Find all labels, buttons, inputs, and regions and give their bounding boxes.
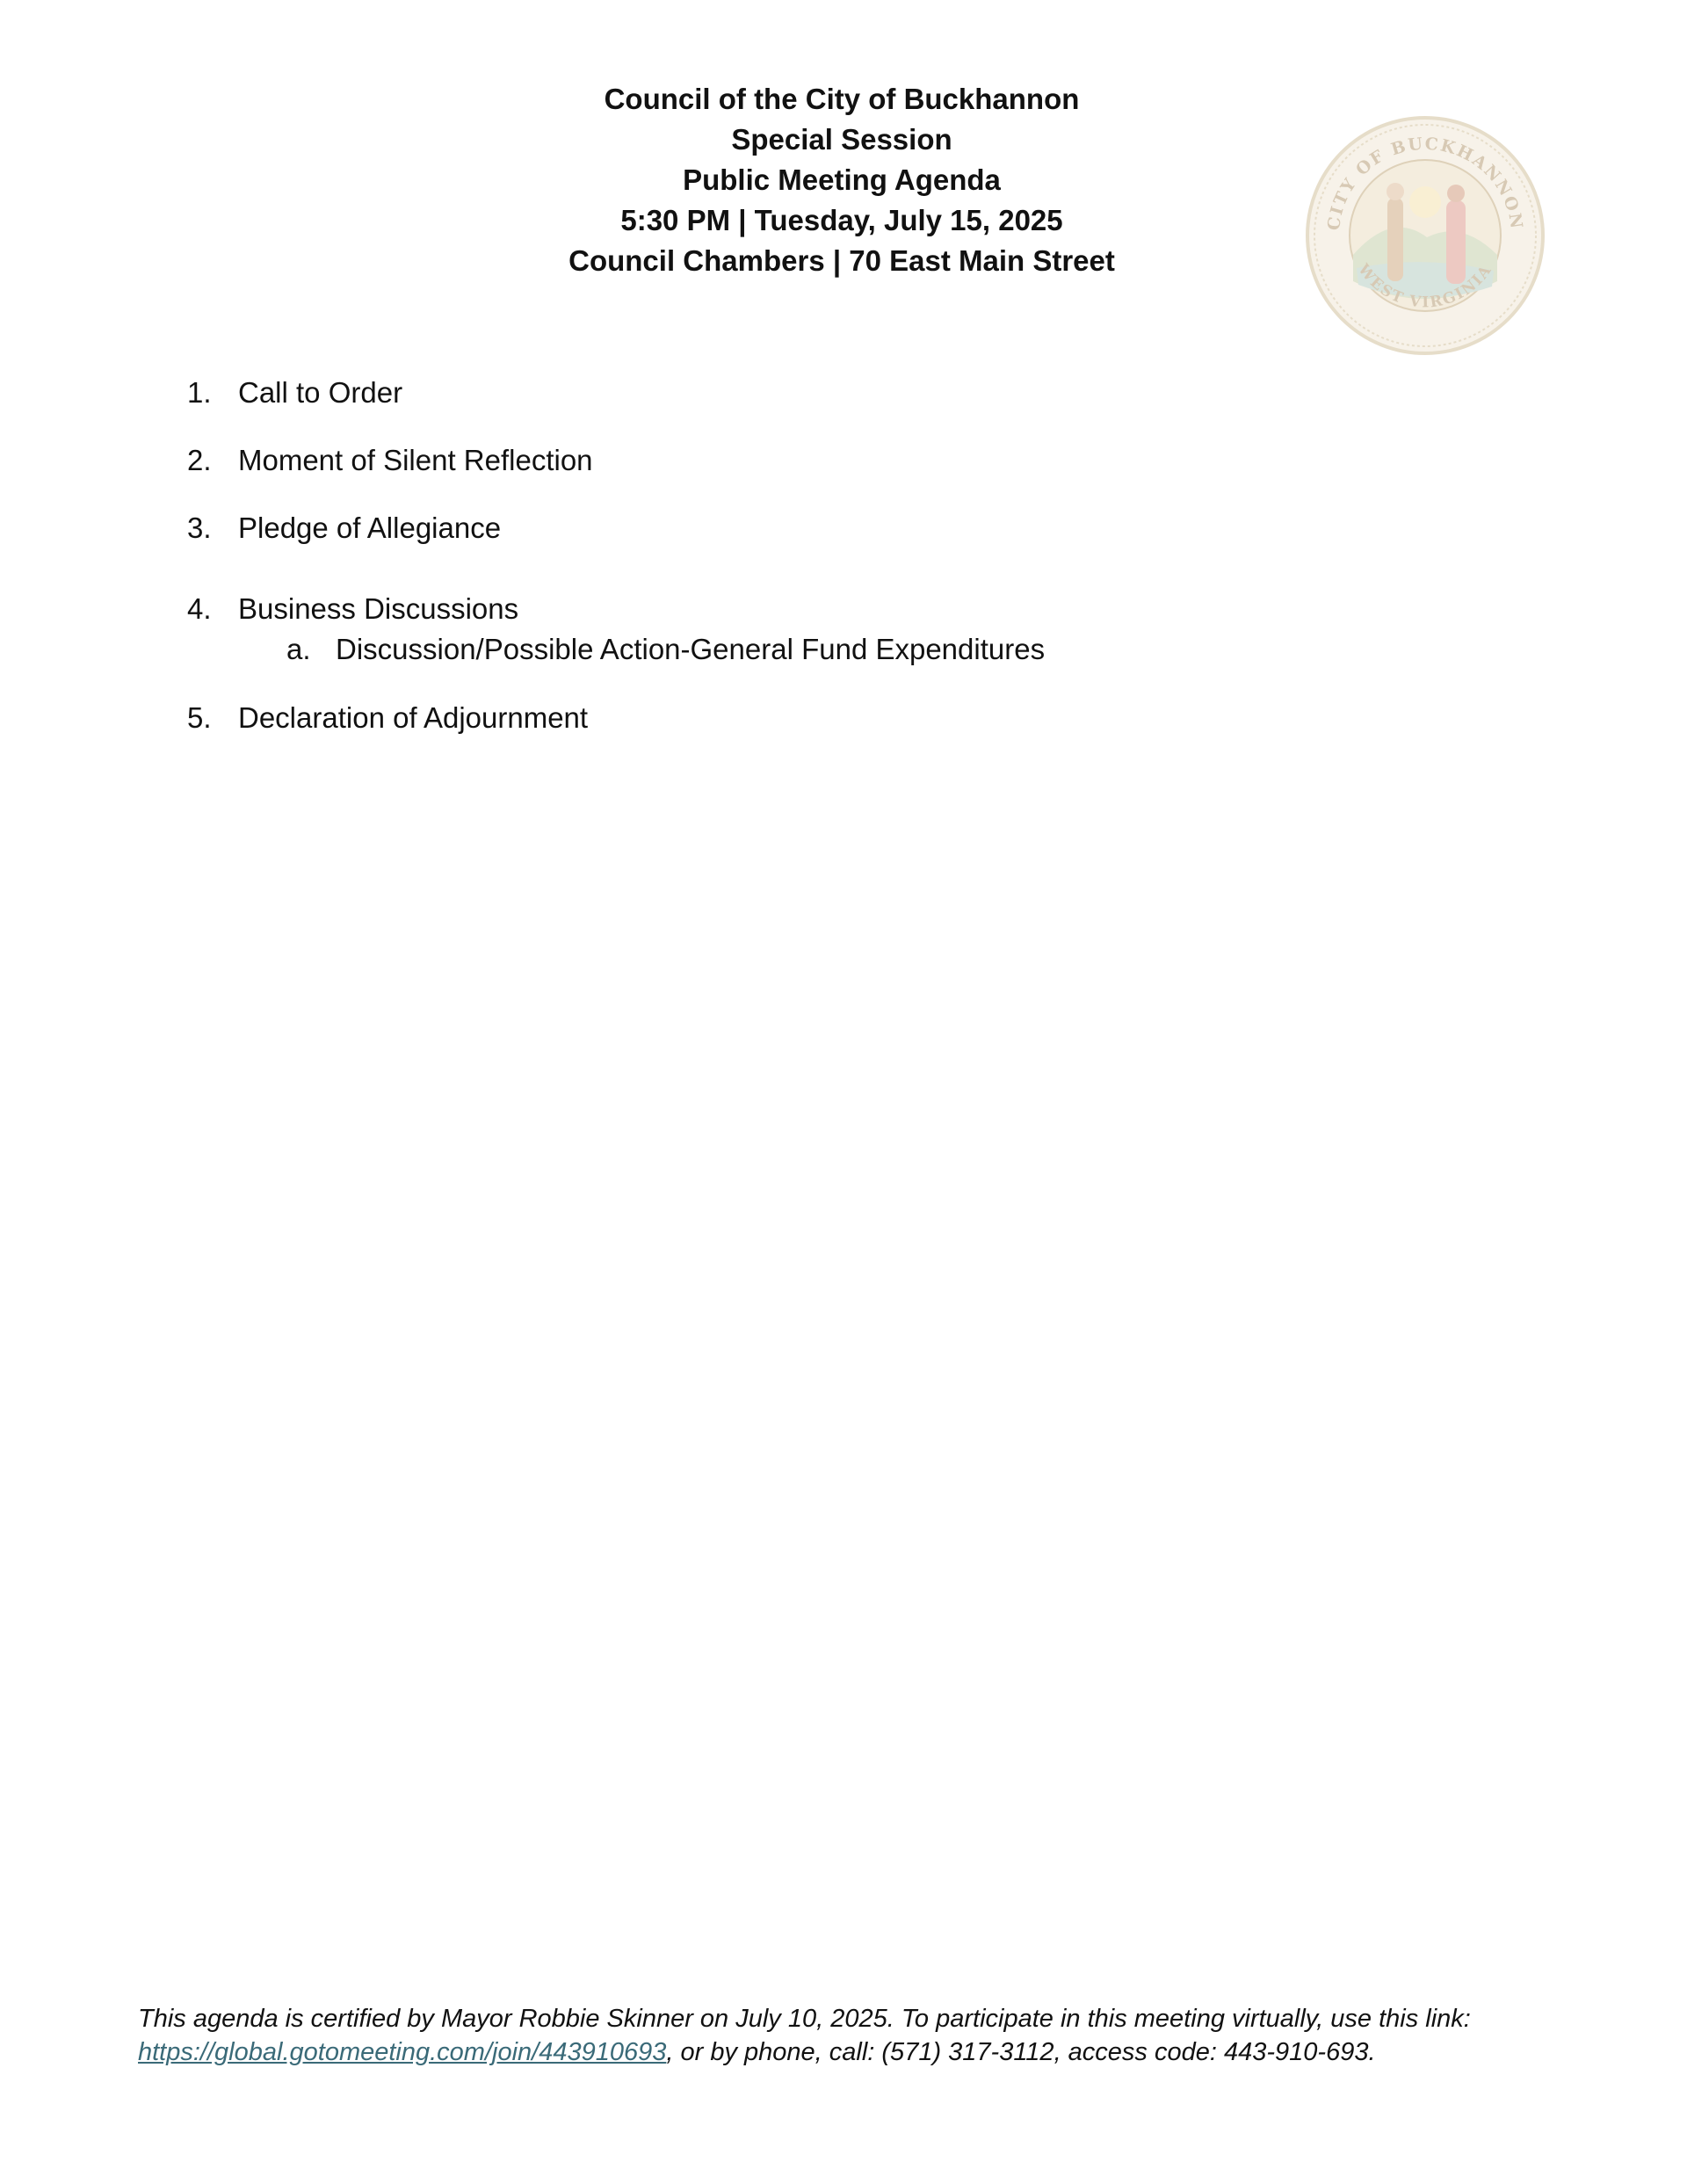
seal-bottom-text: WEST VIRGINIA xyxy=(1354,260,1496,312)
agenda-item-label: Moment of Silent Reflection xyxy=(238,444,593,476)
agenda-item-number: 5. xyxy=(187,701,212,734)
agenda-item-number: 4. xyxy=(187,592,212,625)
agenda-item-number: 3. xyxy=(187,512,212,544)
agenda-item-pledge xyxy=(187,509,501,548)
agenda-item-silent-reflection xyxy=(187,441,593,480)
meeting-location: Council Chambers | 70 East Main Street xyxy=(568,244,1115,277)
agenda-subitem-general-fund xyxy=(286,630,1045,669)
certification-text: This agenda is certified by Mayor Robbie Skinner on July 10, 2025. To participate in this meeting virtually, use this link: xyxy=(138,2005,1471,2033)
agenda-item-call-to-order xyxy=(187,374,402,412)
session-type: Special Session xyxy=(731,123,952,156)
city-seal-logo xyxy=(1304,114,1546,357)
meeting-link[interactable]: https://global.gotomeeting.com/join/443910693 xyxy=(138,2038,667,2066)
agenda-subitem-label: Discussion/Possible Action-General Fund Expenditures xyxy=(336,633,1046,665)
phone-access-text: , or by phone, call: (571) 317-3112, access code: 443-910-693. xyxy=(666,2038,1376,2066)
agenda-item-adjournment xyxy=(187,699,588,737)
agenda-item-label: Declaration of Adjournment xyxy=(238,701,589,734)
agenda-item-label: Call to Order xyxy=(238,376,403,409)
agenda-subitem-letter: a. xyxy=(286,633,311,665)
document-title: Public Meeting Agenda xyxy=(683,163,1001,196)
agenda-item-number: 2. xyxy=(187,444,212,476)
council-name: Council of the City of Buckhannon xyxy=(604,83,1080,115)
agenda-item-number: 1. xyxy=(187,376,212,409)
certification-footer xyxy=(138,2002,1561,2069)
meeting-datetime: 5:30 PM | Tuesday, July 15, 2025 xyxy=(620,204,1063,236)
seal-top-text: CITY OF BUCKHANNON xyxy=(1323,134,1527,232)
agenda-item-label: Pledge of Allegiance xyxy=(238,512,502,544)
agenda-item-business-discussions xyxy=(187,590,518,628)
agenda-item-label: Business Discussions xyxy=(238,592,519,625)
